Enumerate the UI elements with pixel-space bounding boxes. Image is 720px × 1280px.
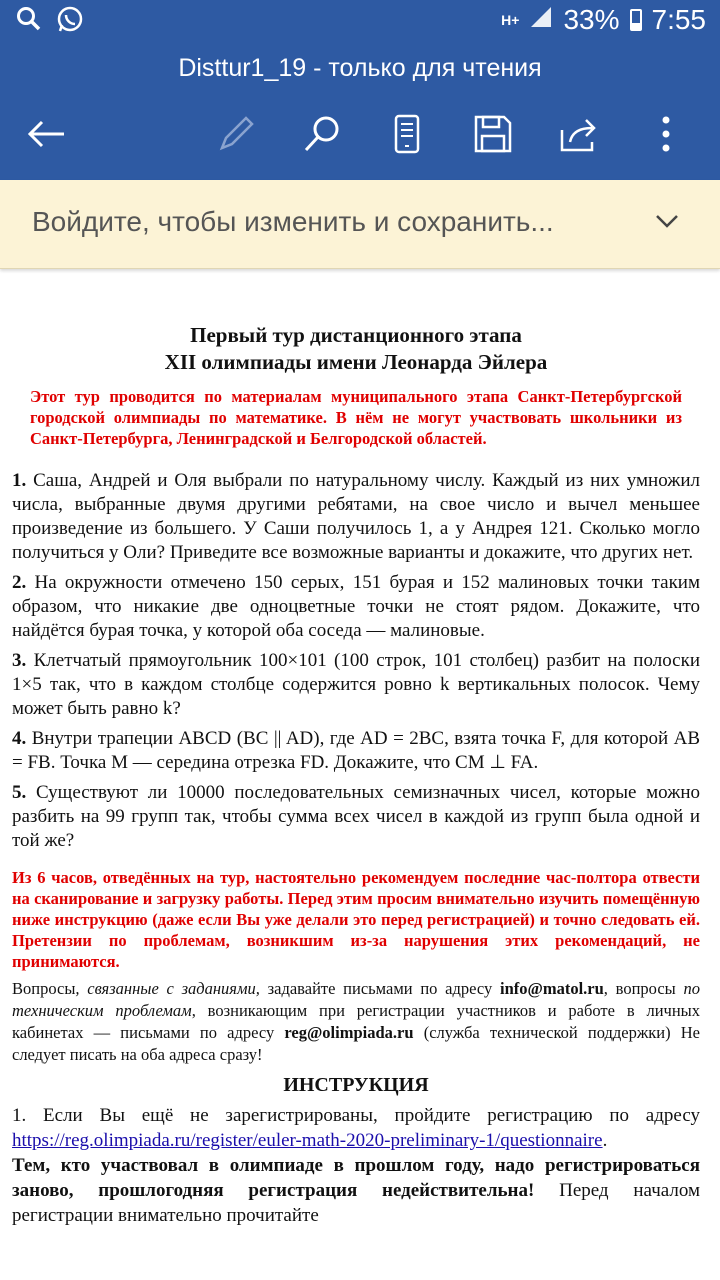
find-button[interactable] (296, 108, 348, 160)
search-icon (302, 114, 342, 154)
problem-number: 3. (12, 650, 27, 671)
share-icon (558, 114, 600, 154)
mobile-view-icon (392, 114, 422, 154)
problem-text: Клетчатый прямоугольник 100×101 (100 строк, 101 столбец) разбит на полоски 1×5 так, что в каждом столбце содержится ровно k вертикальных полосок. Чему может быть равно k? (12, 650, 700, 719)
status-bar (0, 0, 720, 45)
back-button[interactable] (20, 108, 72, 160)
problem-number: 4. (12, 728, 27, 749)
registration-link[interactable]: https://reg.olimpiada.ru/register/euler-math-2020-preliminary-1/questionnaire (12, 1130, 603, 1151)
contacts-text (12, 978, 700, 1066)
text: 1. Если Вы ещё не зарегистрированы, пройдите регистрацию по адресу (12, 1105, 700, 1126)
text: (служба технической поддержки) Не следует писать на оба адреса сразу! (12, 1023, 700, 1064)
app-header (0, 0, 720, 180)
network-type: H+ (501, 12, 520, 28)
instruction-heading: ИНСТРУКЦИЯ (283, 1074, 429, 1096)
text: Вопросы (12, 979, 76, 998)
pencil-icon (216, 114, 256, 154)
problem-text: Саша, Андрей и Оля выбрали по натуральному числу. Каждый из них умножил числа, выбранные двумя другими ребятами, на свое число и вычел меньшее произведение из большего. У Саши получилось 1, а у Андрея 121. Сколько могло получиться у Оли? Приведите все возможные варианты и докажите, что других нет. (12, 470, 701, 563)
problem-5 (12, 781, 700, 853)
document-page (12, 322, 700, 1228)
more-options-button[interactable] (640, 108, 692, 160)
text: по техническим проблемам (12, 979, 700, 1020)
email-reg: reg@olimpiada.ru (284, 1023, 414, 1042)
text: задавайте письмами по адресу (259, 979, 500, 998)
problem-number: 2. (12, 572, 27, 593)
sign-in-banner-text: Войдите, чтобы изменить и сохранить... (32, 206, 554, 237)
problem-text: На окружности отмечено 150 серых, 151 бурая и 152 малиновых точки таким образом, что никакие две одноцветные точки не стоят рядом. Докажите, что найдётся бурая точка, у которой оба соседа — малиновые. (12, 572, 700, 641)
problem-2 (12, 571, 700, 643)
doc-notice: Этот тур проводится по материалам муниципального этапа Санкт-Петербургской городской олимпиады по математике. В нём не могут участвовать школьники из Санкт-Петербурга, Ленинградской и Белгородской областей. (30, 387, 682, 448)
warning-text: Из 6 часов, отведённых на тур, настоятельно рекомендуем последние час-полтора отвести на сканирование и загрузку работы. Перед этим просим внимательно изучить помещённую ниже инструкцию (даже если Вы уже делали это перед регистрацией) и точно следовать ей. Претензии по проблемам, возникшим из-за нарушения этих рекомендаций, не принимаются. (12, 868, 700, 971)
signal-icon (529, 4, 553, 36)
battery-percent: 33% (563, 4, 620, 35)
problem-3 (12, 649, 700, 721)
text: Тем, кто участвовал в олимпиаде в прошлом году, надо регистрироваться заново, прошлогодняя регистрация недействительна! (12, 1155, 700, 1201)
whatsapp-icon (56, 6, 84, 41)
sign-in-banner[interactable] (0, 180, 720, 269)
battery-icon (630, 9, 642, 31)
doc-title-line2: XII олимпиады имени Леонарда Эйлера (164, 350, 548, 374)
text: Перед началом регистрации внимательно прочитайте (12, 1180, 700, 1226)
text: , вопросы (603, 979, 684, 998)
reading-view-button[interactable] (381, 108, 433, 160)
text: , возникающим при регистрации участников и работе в личных кабинетах — письмами по адресу (12, 1001, 700, 1042)
instruction-1: 1. Если Вы ещё не зарегистрированы, пройдите регистрацию по адресу https://reg.olimpiada.ru/register/euler-math-2020-preliminary-1/questionnaire. Тем, кто участвовал в олимпиаде в прошлом году, надо регистрироваться заново, прошлогодняя регистрация недействительна! Перед началом регистрации внимательно прочитайте (12, 1105, 700, 1226)
text: , связанные с заданиями, (75, 979, 260, 998)
search-icon (16, 6, 42, 41)
arrow-left-icon (26, 119, 66, 149)
problem-text: Существуют ли 10000 последовательных семизначных чисел, которые можно разбить на 99 групп так, чтобы сумма всех чисел в каждой из групп была одной и той же? (12, 782, 700, 851)
clock: 7:55 (651, 4, 706, 35)
problem-4 (12, 727, 700, 775)
edit-button[interactable] (210, 108, 262, 160)
document-title: Disttur1_19 - только для чтения (178, 54, 542, 82)
problem-1 (12, 469, 700, 565)
toolbar (0, 108, 720, 160)
doc-title-line1: Первый тур дистанционного этапа (190, 323, 522, 347)
chevron-down-icon[interactable] (654, 208, 680, 239)
save-button[interactable] (467, 108, 519, 160)
share-button[interactable] (553, 108, 605, 160)
email-info: info@matol.ru (499, 979, 604, 998)
problem-number: 1. (12, 470, 27, 491)
problem-text: Внутри трапеции ABCD (BC || AD), где AD = 2BC, взята точка F, для которой AB = FB. Точка M — середина отрезка FD. Докажите, что CM ⊥ FA. (12, 728, 700, 773)
more-vertical-icon (661, 114, 671, 154)
floppy-disk-icon (473, 114, 513, 154)
problem-number: 5. (12, 782, 27, 803)
